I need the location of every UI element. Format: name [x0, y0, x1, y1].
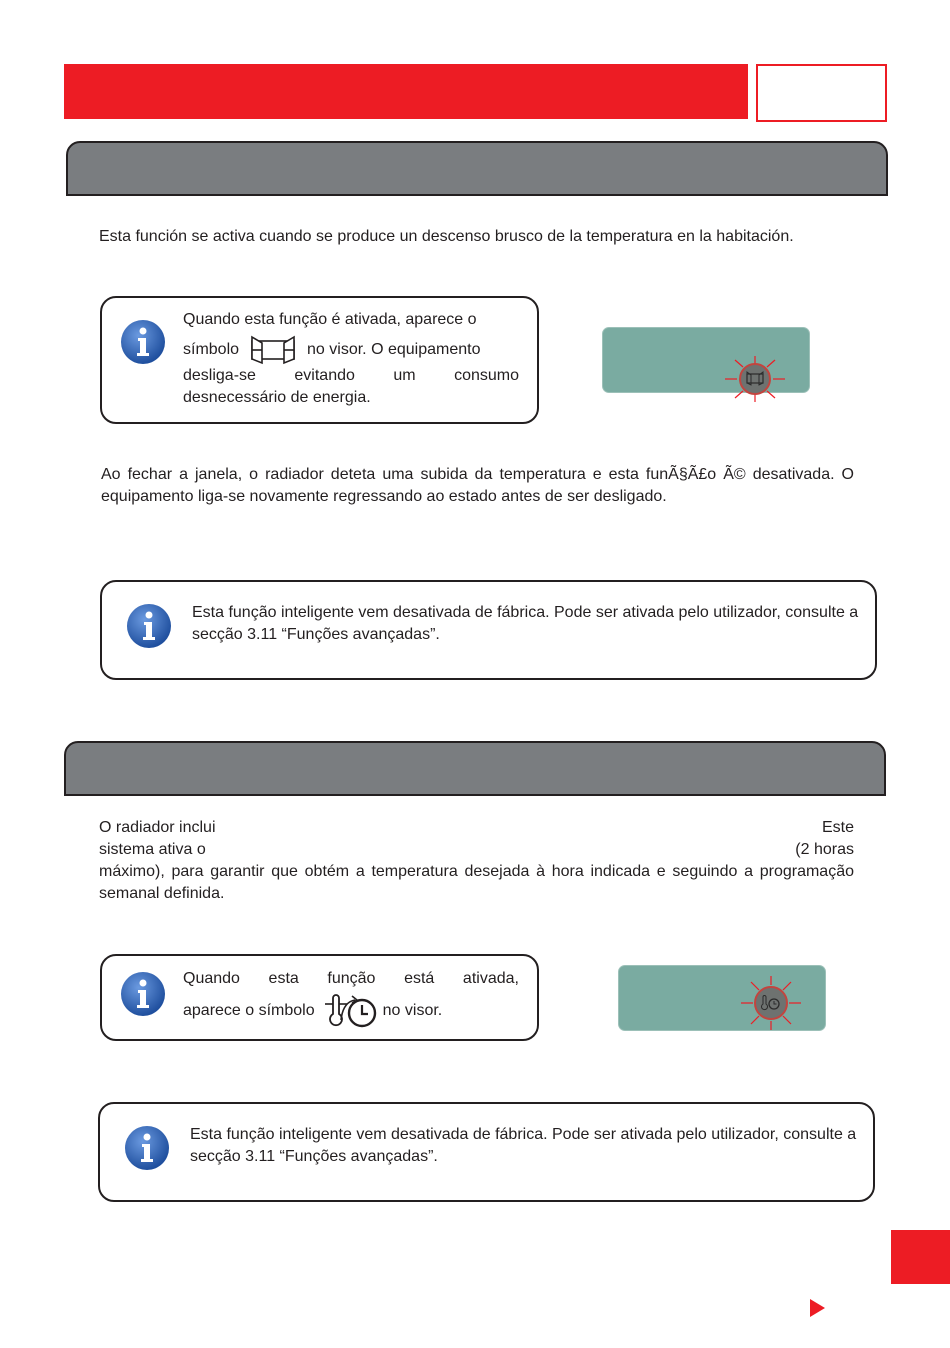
line3: máximo), para garantir que obtém a temperatura desejada à hora indicada e seguindo a programação semanal definida.: [99, 863, 854, 902]
info3-line-2b: no visor.: [382, 1002, 443, 1019]
line1-left: O radiador inclui: [99, 819, 216, 836]
section-header-2: [64, 741, 886, 796]
word: função: [327, 970, 376, 987]
window-open-icon: [251, 335, 295, 365]
page-side-tab: [891, 1230, 950, 1284]
word: um: [393, 367, 416, 384]
info-box-window: [100, 296, 539, 424]
intro-paragraph: Esta función se activa cuando se produce un descenso brusco de la temperatura en la habitación.: [99, 228, 794, 245]
info3-line-1: [183, 968, 519, 990]
next-page-arrow-icon[interactable]: [810, 1299, 825, 1317]
info3-line-2a: aparece o símbolo: [183, 1002, 315, 1019]
info-icon: [120, 971, 166, 1017]
info-line-3: [183, 365, 519, 387]
word: desliga-se: [183, 367, 256, 384]
word: consumo: [454, 367, 519, 384]
word: evitando: [294, 367, 355, 384]
line1-right: Este: [821, 819, 854, 836]
section-header-1: [66, 141, 888, 196]
line2-left: sistema ativa o: [99, 841, 206, 858]
info-line-4: desnecessário de energia.: [183, 389, 371, 406]
line2-right: (2 horas: [795, 841, 854, 858]
header-page-box: [756, 64, 887, 122]
header-red-bar: [64, 64, 748, 119]
info-box-precomfort: [100, 954, 539, 1041]
info-icon: [126, 603, 172, 649]
blinking-window-icon: [725, 354, 785, 404]
info-factory-text-1: Esta função inteligente vem desativada de fábrica. Pode ser ativada pelo utilizador, consulte a secção 3.11 “Funções avançadas”.: [192, 604, 859, 643]
info-box-factory-1: [100, 580, 877, 680]
word: Quando: [183, 970, 240, 987]
intro-paragraph-2: [99, 817, 854, 905]
info-line-1: Quando esta função é ativada, aparece o: [183, 311, 477, 328]
word: ativada,: [462, 970, 519, 987]
info-line-2b: no visor. O equipamento: [307, 341, 481, 358]
word: esta: [268, 970, 299, 987]
blinking-thermometer-clock-icon: [741, 976, 801, 1030]
info-factory-text-2: Esta função inteligente vem desativada de fábrica. Pode ser ativada pelo utilizador, consulte a secção 3.11 “Funções avançadas”.: [190, 1126, 857, 1165]
info-icon: [120, 319, 166, 365]
thermometer-clock-icon: [321, 994, 379, 1028]
word: está: [404, 970, 435, 987]
info-line-2a: símbolo: [183, 341, 240, 358]
close-window-paragraph: Ao fechar a janela, o radiador deteta uma subida da temperatura e esta funÃ§Ã£o Ã© desativada. O equipamento liga-se novamente regressando ao estado antes de ser desligado.: [101, 466, 854, 505]
info-icon: [124, 1125, 170, 1171]
info-box-factory-2: [98, 1102, 875, 1202]
